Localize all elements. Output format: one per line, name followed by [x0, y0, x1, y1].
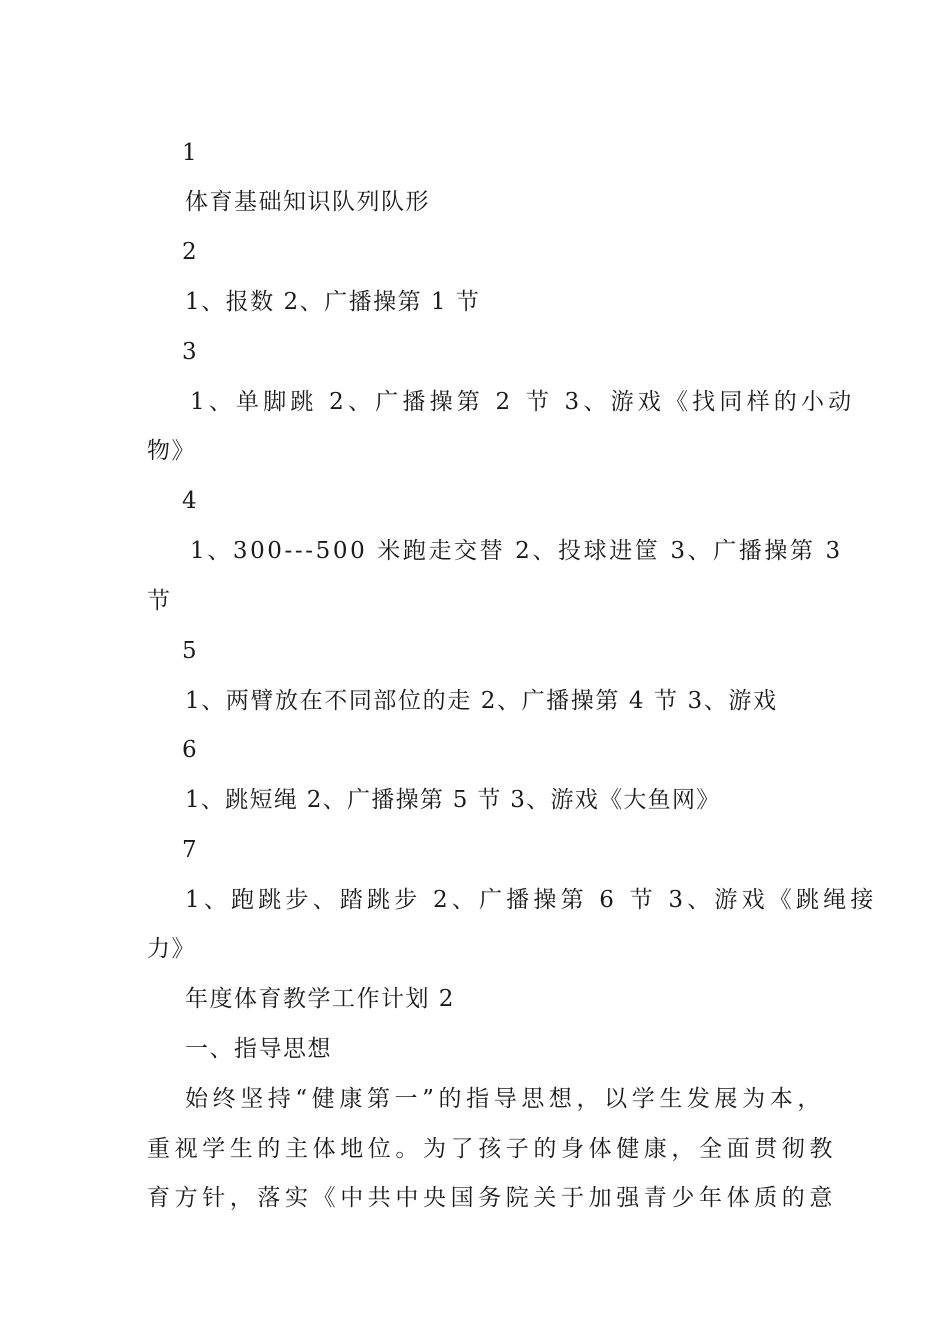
- lesson-content: 1、300---500 米跑走交替 2、投球进筐 3、广播操第 3: [190, 538, 843, 564]
- paragraph-line: 育方针，落实《中共中央国务院关于加强青少年体质的意: [147, 1185, 837, 1211]
- lesson-content: 体育基础知识队列队形: [185, 189, 430, 215]
- lesson-number: 7: [182, 837, 199, 863]
- lesson-content-continued: 物》: [147, 438, 196, 464]
- lesson-number: 1: [182, 140, 199, 166]
- lesson-content: 1、两臂放在不同部位的走 2、广播操第 4 节 3、游戏: [185, 688, 778, 714]
- section-heading: 一、指导思想: [185, 1036, 332, 1062]
- lesson-content: 1、跳短绳 2、广播操第 5 节 3、游戏《大鱼网》: [185, 787, 721, 813]
- paragraph-line: 重视学生的主体地位。为了孩子的身体健康，全面贯彻教: [147, 1136, 837, 1162]
- lesson-number: 5: [182, 638, 199, 664]
- paragraph-line: 始终坚持“健康第一”的指导思想，以学生发展为本，: [185, 1086, 825, 1112]
- lesson-number: 4: [182, 488, 199, 514]
- lesson-content-continued: 节: [147, 588, 172, 614]
- lesson-number: 3: [182, 339, 199, 365]
- lesson-number: 6: [182, 737, 199, 763]
- lesson-content: 1、跑跳步、踏跳步 2、广播操第 6 节 3、游戏《跳绳接: [185, 887, 878, 913]
- lesson-content: 1、单脚跳 2、广播操第 2 节 3、游戏《找同样的小动: [190, 389, 856, 415]
- lesson-number: 2: [182, 239, 199, 265]
- lesson-content-continued: 力》: [147, 936, 196, 962]
- lesson-content: 1、报数 2、广播操第 1 节: [185, 289, 481, 315]
- section-title: 年度体育教学工作计划 2: [185, 986, 455, 1012]
